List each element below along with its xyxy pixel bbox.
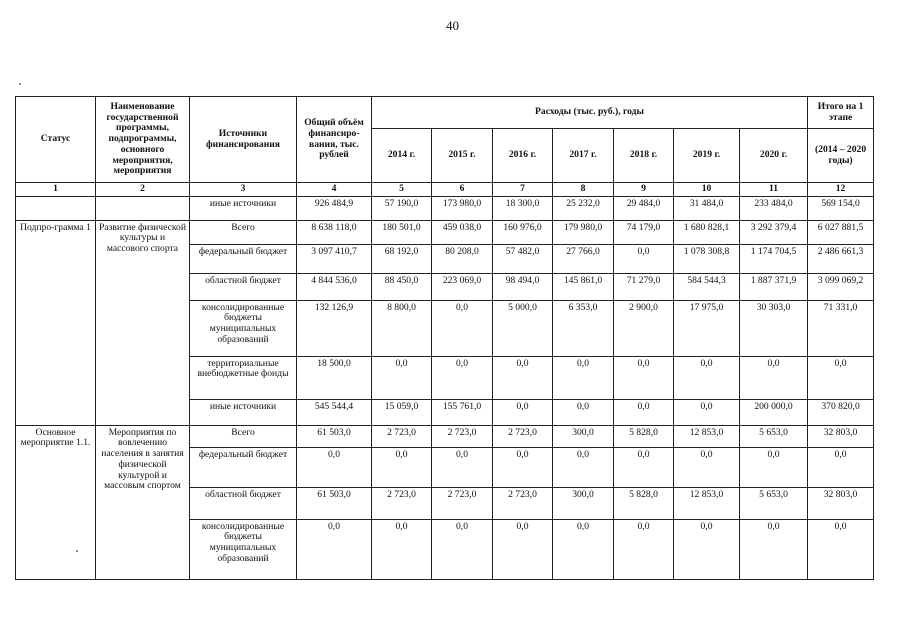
- value-cell: 2 723,0: [493, 425, 553, 447]
- source-cell: территориальные внебюджетные фонды: [190, 356, 297, 399]
- name-cell: Мероприятия по вовлечению населения в занятия физической культурой и массовым спортом: [96, 425, 190, 579]
- status-cell: Подпро-грамма 1: [16, 220, 96, 425]
- value-cell: 30 303,0: [740, 300, 808, 356]
- value-cell: 0,0: [674, 399, 740, 425]
- value-cell: 0,0: [432, 447, 493, 487]
- column-number: 2: [96, 183, 190, 197]
- value-cell: 300,0: [553, 425, 614, 447]
- value-cell: 2 900,0: [614, 300, 674, 356]
- header-year: 2018 г.: [614, 129, 674, 183]
- value-cell: 1 078 308,8: [674, 244, 740, 273]
- value-cell: 0,0: [553, 356, 614, 399]
- name-cell: Развитие физической культуры и массового спорта: [96, 220, 190, 425]
- value-cell: 27 766,0: [553, 244, 614, 273]
- value-cell: 5 828,0: [614, 425, 674, 447]
- value-cell: 173 980,0: [432, 196, 493, 220]
- value-cell: 0,0: [432, 519, 493, 579]
- header-expenses: Расходы (тыс. руб.), годы: [372, 97, 808, 129]
- stage-total-cell: 370 820,0: [808, 399, 874, 425]
- value-cell: 57 482,0: [493, 244, 553, 273]
- header-year: 2020 г.: [740, 129, 808, 183]
- value-cell: 223 069,0: [432, 273, 493, 300]
- value-cell: 18 300,0: [493, 196, 553, 220]
- value-cell: 0,0: [614, 447, 674, 487]
- value-cell: 25 232,0: [553, 196, 614, 220]
- column-number: 4: [297, 183, 372, 197]
- header-stage-years: (2014 – 2020 годы): [808, 129, 874, 183]
- table-row: [16, 425, 874, 447]
- value-cell: 2 723,0: [432, 487, 493, 519]
- page-number: 40: [446, 18, 459, 33]
- value-cell: 2 723,0: [432, 425, 493, 447]
- total-cell: 0,0: [297, 519, 372, 579]
- value-cell: 1 174 704,5: [740, 244, 808, 273]
- value-cell: 180 501,0: [372, 220, 432, 244]
- value-cell: 459 038,0: [432, 220, 493, 244]
- column-number: 8: [553, 183, 614, 197]
- column-number: 10: [674, 183, 740, 197]
- value-cell: 12 853,0: [674, 425, 740, 447]
- value-cell: 6 353,0: [553, 300, 614, 356]
- stage-total-cell: 71 331,0: [808, 300, 874, 356]
- value-cell: 233 484,0: [740, 196, 808, 220]
- header-sources: Источники финансирования: [190, 97, 297, 183]
- source-cell: Всего: [190, 220, 297, 244]
- column-number: 1: [16, 183, 96, 197]
- stage-total-cell: 569 154,0: [808, 196, 874, 220]
- value-cell: 0,0: [372, 356, 432, 399]
- total-cell: 545 544,4: [297, 399, 372, 425]
- stage-total-cell: 2 486 661,3: [808, 244, 874, 273]
- value-cell: 0,0: [614, 519, 674, 579]
- total-cell: 926 484,9: [297, 196, 372, 220]
- value-cell: 0,0: [740, 519, 808, 579]
- value-cell: 0,0: [432, 356, 493, 399]
- value-cell: 57 190,0: [372, 196, 432, 220]
- source-cell: иные источники: [190, 196, 297, 220]
- value-cell: 0,0: [432, 300, 493, 356]
- budget-table: [15, 96, 874, 580]
- header-status: Статус: [16, 97, 96, 183]
- value-cell: 68 192,0: [372, 244, 432, 273]
- source-cell: консолидированные бюджеты муниципальных образований: [190, 300, 297, 356]
- value-cell: 145 861,0: [553, 273, 614, 300]
- header-year: 2017 г.: [553, 129, 614, 183]
- column-number: 6: [432, 183, 493, 197]
- value-cell: 0,0: [372, 447, 432, 487]
- value-cell: 0,0: [614, 399, 674, 425]
- value-cell: 0,0: [674, 447, 740, 487]
- header-year: 2019 г.: [674, 129, 740, 183]
- column-number: 7: [493, 183, 553, 197]
- value-cell: 160 976,0: [493, 220, 553, 244]
- stage-total-cell: 3 099 069,2: [808, 273, 874, 300]
- value-cell: 5 000,0: [493, 300, 553, 356]
- column-number: 3: [190, 183, 297, 197]
- source-cell: консолидированные бюджеты муниципальных образований: [190, 519, 297, 579]
- table-row: [16, 196, 874, 220]
- value-cell: 8 800,0: [372, 300, 432, 356]
- source-cell: Всего: [190, 425, 297, 447]
- header-total: Общий объём финансиро-вания, тыс. рублей: [297, 97, 372, 183]
- value-cell: 74 179,0: [614, 220, 674, 244]
- stage-total-cell: 0,0: [808, 356, 874, 399]
- total-cell: 18 500,0: [297, 356, 372, 399]
- value-cell: 5 828,0: [614, 487, 674, 519]
- total-cell: 3 097 410,7: [297, 244, 372, 273]
- header-year: 2014 г.: [372, 129, 432, 183]
- source-cell: областной бюджет: [190, 487, 297, 519]
- total-cell: 0,0: [297, 447, 372, 487]
- table-row: [16, 220, 874, 244]
- header-name: Наименование государственной программы, подпрограммы, основного мероприятия, мероприятия: [96, 97, 190, 183]
- value-cell: 5 653,0: [740, 425, 808, 447]
- value-cell: 0,0: [493, 399, 553, 425]
- header-stage-total: Итого на 1 этапе: [808, 97, 874, 129]
- value-cell: 71 279,0: [614, 273, 674, 300]
- value-cell: 300,0: [553, 487, 614, 519]
- value-cell: 3 292 379,4: [740, 220, 808, 244]
- total-cell: 61 503,0: [297, 425, 372, 447]
- value-cell: 1 887 371,9: [740, 273, 808, 300]
- value-cell: 0,0: [553, 447, 614, 487]
- column-number: 11: [740, 183, 808, 197]
- value-cell: 0,0: [553, 399, 614, 425]
- value-cell: 29 484,0: [614, 196, 674, 220]
- stage-total-cell: 6 027 881,5: [808, 220, 874, 244]
- value-cell: 88 450,0: [372, 273, 432, 300]
- name-cell: [96, 196, 190, 220]
- value-cell: 2 723,0: [372, 425, 432, 447]
- value-cell: 0,0: [740, 356, 808, 399]
- value-cell: 200 000,0: [740, 399, 808, 425]
- total-cell: 61 503,0: [297, 487, 372, 519]
- column-number: 12: [808, 183, 874, 197]
- table-body: [16, 196, 874, 579]
- value-cell: 0,0: [740, 447, 808, 487]
- value-cell: 12 853,0: [674, 487, 740, 519]
- value-cell: 0,0: [674, 519, 740, 579]
- value-cell: 1 680 828,1: [674, 220, 740, 244]
- value-cell: 584 544,3: [674, 273, 740, 300]
- scan-speck: [19, 83, 21, 85]
- source-cell: областной бюджет: [190, 273, 297, 300]
- total-cell: 4 844 536,0: [297, 273, 372, 300]
- source-cell: иные источники: [190, 399, 297, 425]
- header-year: 2015 г.: [432, 129, 493, 183]
- value-cell: 17 975,0: [674, 300, 740, 356]
- value-cell: 0,0: [553, 519, 614, 579]
- column-numbers-row: [16, 183, 874, 197]
- table-header: [16, 97, 874, 197]
- value-cell: 0,0: [493, 447, 553, 487]
- value-cell: 179 980,0: [553, 220, 614, 244]
- value-cell: 2 723,0: [493, 487, 553, 519]
- value-cell: 2 723,0: [372, 487, 432, 519]
- total-cell: 8 638 118,0: [297, 220, 372, 244]
- source-cell: федеральный бюджет: [190, 447, 297, 487]
- column-number: 9: [614, 183, 674, 197]
- stage-total-cell: 32 803,0: [808, 425, 874, 447]
- column-number: 5: [372, 183, 432, 197]
- value-cell: 0,0: [674, 356, 740, 399]
- value-cell: 155 761,0: [432, 399, 493, 425]
- value-cell: 98 494,0: [493, 273, 553, 300]
- stage-total-cell: 0,0: [808, 519, 874, 579]
- total-cell: 132 126,9: [297, 300, 372, 356]
- value-cell: 0,0: [493, 356, 553, 399]
- stage-total-cell: 0,0: [808, 447, 874, 487]
- header-year: 2016 г.: [493, 129, 553, 183]
- value-cell: 0,0: [614, 356, 674, 399]
- status-cell: Основное мероприятие 1.1.: [16, 425, 96, 579]
- value-cell: 5 653,0: [740, 487, 808, 519]
- value-cell: 0,0: [614, 244, 674, 273]
- value-cell: 0,0: [493, 519, 553, 579]
- stage-total-cell: 32 803,0: [808, 487, 874, 519]
- value-cell: 15 059,0: [372, 399, 432, 425]
- value-cell: 80 208,0: [432, 244, 493, 273]
- source-cell: федеральный бюджет: [190, 244, 297, 273]
- status-cell: [16, 196, 96, 220]
- value-cell: 31 484,0: [674, 196, 740, 220]
- value-cell: 0,0: [372, 519, 432, 579]
